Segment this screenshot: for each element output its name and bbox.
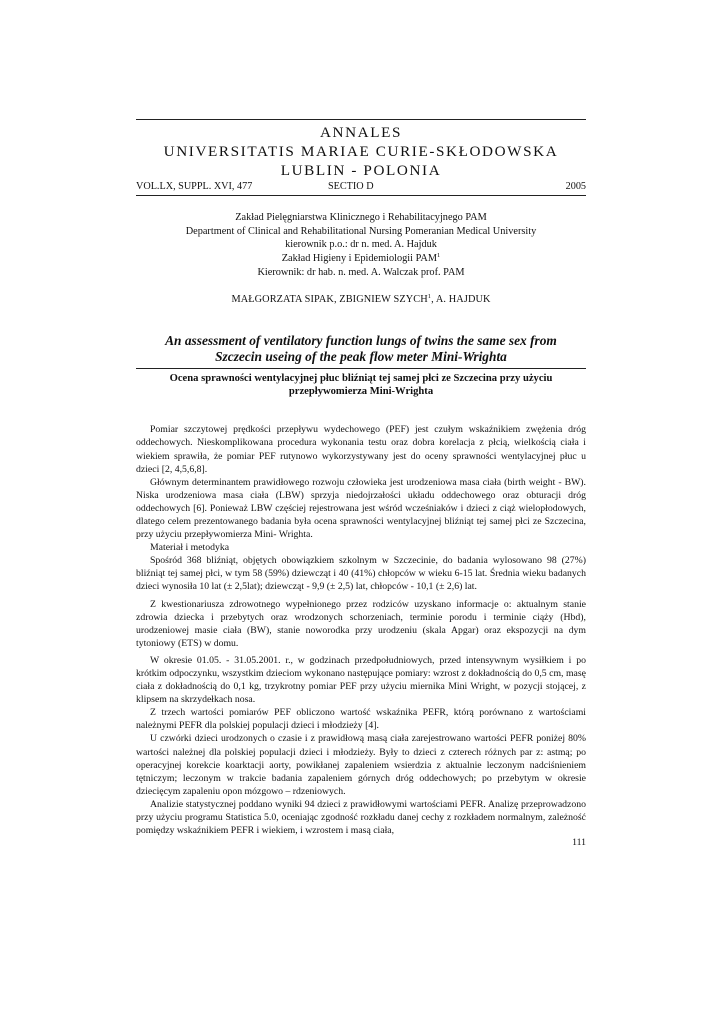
article-body (136, 423, 586, 837)
affiliation-line4-sup: 1 (436, 252, 441, 260)
polish-title-line2: przepływomierza Mini-Wrighta (288, 385, 434, 397)
affiliation-line2: Department of Clinical and Rehabilitational Nursing Pomeranian Medical University (185, 225, 537, 237)
affiliation-block (136, 211, 586, 280)
paragraph-7: Z trzech wartości pomiarów PEF obliczono wartość wskaźnika PEFR, którą porównano z wartościami należnymi PEFR dla polskiej populacji dzieci i młodzieży [4]. (136, 707, 586, 732)
journal-title-line3: LUBLIN - POLONIA (280, 162, 442, 179)
paragraph-6: W okresie 01.05. - 31.05.2001. r., w godzinach przedpołudniowych, przed intensywnym wysiłkiem i po krótkim odpoczynku, wszystkim dzieciom wykonano następujące pomiary: wzrost z dokładnością do 0,5 cm, masę ciała z dokładnością do 0,1 kg, trzykrotny pomiar PEF przy użyciu miernika Mini Wright, w pozycji stojącej, z klipsem na skrzydełkach nosa. (136, 654, 586, 706)
authors-part2: , A. HAJDUK (431, 293, 491, 305)
section-info: SECTIO D (328, 181, 374, 192)
paragraph-9: Analizie statystycznej poddano wyniki 94 dzieci z prawidłowymi wartościami PEFR. Analizę przeprowadzono przy użyciu programu Statistica 5.0, oceniając zgodność rozkładu danej cechy z rozkładem normalnym, zależność pomiędzy wskaźnikiem PEFR i wiekiem, i wzrostem i masą ciała, (136, 798, 586, 837)
journal-title-line1: ANNALES (319, 124, 403, 141)
page-number: 111 (572, 837, 586, 849)
year-info: 2005 (565, 181, 586, 192)
english-title-line1: An assessment of ventilatory function lungs of twins the same sex from (165, 332, 557, 348)
affiliation-line4 (136, 252, 586, 266)
volume-info: VOL.LX, SUPPL. XVI, 477 (136, 181, 253, 192)
journal-title-line2: UNIVERSITATIS MARIAE CURIE-SKŁODOWSKA (163, 143, 559, 160)
paragraph-4: Spośród 368 bliźniąt, objętych obowiązkiem szkolnym w Szczecinie, do badania wylosowano 98 (27%) bliźniąt tej samej płci, w tym 58 (59%) dziewcząt i 40 (41%) chłopców w wieku 6-15 lat. Średnia wieku badanych dzieci wynosiła 10 lat (± 2,5lat); dziewcząt - 9,9 (± 2,5) lat, chłopców - 10,1 (± 2,6) lat. (136, 555, 586, 593)
header-top-rule (136, 119, 586, 120)
paragraph-2: Głównym determinantem prawidłowego rozwoju człowieka jest urodzeniowa masa ciała (birth weight - BW). Niska urodzeniowa masa ciała (LBW) sprzyja niedojrzałości układu oddechowego oraz obturacji dróg oddechowych [6]. Ponieważ LBW częściej rejestrowana jest wśród wcześniaków i dzieci z ciąż wielopłodowych, dlatego celem prezentowanego badania była ocena sprawności wentylacyjnej bliźniąt tej samej płci ze Szczecina, przy użyciu przepływomierza Mini- Wrighta. (136, 476, 586, 541)
journal-header (136, 123, 586, 180)
article-page (136, 119, 586, 849)
polish-title-line1: Ocena sprawności wentylacyjnej płuc bliźniąt tej samej płci ze Szczecina przy użyciu (169, 372, 553, 384)
affiliation-line1: Zakład Pielęgniarstwa Klinicznego i Rehabilitacyjnego PAM (235, 212, 487, 223)
volume-row (136, 180, 586, 194)
section-heading-methods: Materiał i metodyka (150, 542, 230, 554)
title-rule (136, 368, 586, 369)
authors-sup: 1 (427, 292, 432, 300)
affiliation-line4-text: Zakład Higieny i Epidemiologii PAM (281, 253, 437, 265)
header-bottom-rule (136, 195, 586, 196)
affiliation-line5: Kierownik: dr hab. n. med. A. Walczak prof. PAM (257, 266, 465, 278)
affiliation-line3: kierownik p.o.: dr n. med. A. Hajduk (285, 239, 437, 251)
paragraph-5: Z kwestionariusza zdrowotnego wypełnionego przez rodziców uzyskano informacje o: aktualnym stanie zdrowia dziecka i przebytych oraz wrodzonych schorzeniach, terminie porodu i terminie ciąży (Hbd), urodzeniowej masie ciała (BW), stanie noworodka przy urodzeniu (skala Apgar) oraz ekspozycji na dym tytoniowy (ETS) w domu. (136, 598, 586, 649)
authors-part1: MAŁGORZATA SIPAK, ZBIGNIEW SZYCH (231, 293, 428, 305)
paragraph-8: U czwórki dzieci urodzonych o czasie i z prawidłową masą ciała zarejestrowano wartości PEFR poniżej 80% wartości należnej dla polskiej populacji dzieci i młodzieży. Były to dzieci z czterech różnych par z: astmą; po operacyjnej korekcie koarktacji aorty, powikłanej zapaleniem wsierdzia z aktualnie leczonym nadciśnieniem tętniczym; leczonym w trakcie badania zapaleniem górnych dróg oddechowych; po przebytym w okresie dziecięcym zapaleniu opon mózgowo – rdzeniowych. (136, 733, 586, 797)
paragraph-1: Pomiar szczytowej prędkości przepływu wydechowego (PEF) jest czułym wskaźnikiem zwężenia dróg oddechowych. Nieskomplikowana procedura wykonania testu oraz dobra korelacja z płcią, wielkością ciała i wiekiem sprawiła, że pomiar PEF rutynowo wykorzystywany jest do oceny sprawności wentylacyjnej płuc u dzieci [2, 4,5,6,8]. (136, 424, 586, 475)
authors-line (136, 294, 586, 305)
english-title (136, 333, 586, 366)
english-title-line2: Szczecin useing of the peak flow meter Mini-Wrighta (215, 349, 507, 365)
polish-title (136, 372, 586, 399)
